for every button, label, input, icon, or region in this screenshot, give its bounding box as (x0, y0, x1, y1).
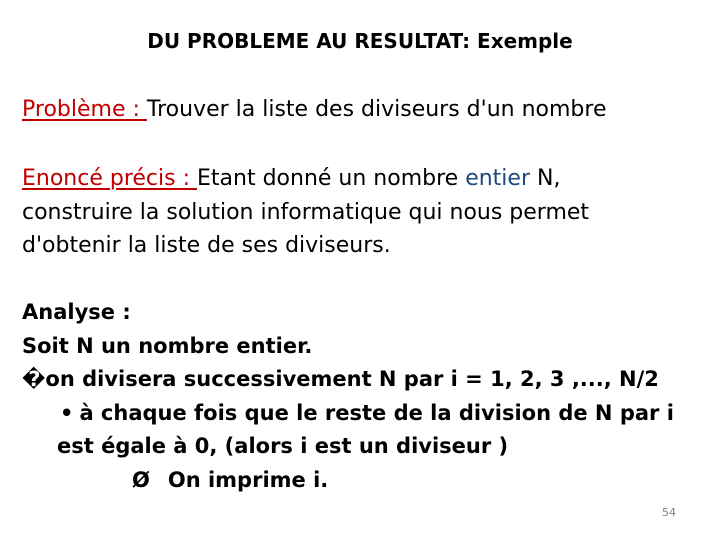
slide-title: DU PROBLEME AU RESULTAT: Exemple (147, 29, 573, 53)
analyse-step (22, 363, 659, 395)
analyse-condition-1 (60, 397, 674, 429)
step-marker-icon: � (22, 367, 46, 391)
analyse-condition-text-1: à chaque fois que le reste de la division de N par i (79, 401, 674, 425)
probleme-line (22, 94, 606, 126)
analyse-result (132, 464, 328, 496)
probleme-text: Trouver la liste des diviseurs d'un nombre (146, 97, 607, 122)
probleme-label: Problème : (22, 97, 147, 122)
enonce-text-a: Etant donné un nombre (197, 166, 466, 191)
enonce-label: Enoncé précis : (22, 166, 198, 191)
analyse-line-1: Soit N un nombre entier. (22, 334, 313, 358)
arrow-icon: Ø (132, 468, 150, 492)
analyse-result-text: On imprime i. (167, 468, 329, 492)
analyse-condition-2: est égale à 0, (alors i est un diviseur ) (57, 434, 509, 458)
enonce-line-2: construire la solution informatique qui nous permet (22, 200, 590, 225)
enonce-line-3: d'obtenir la liste de ses diviseurs. (22, 233, 391, 258)
enonce-text-entier: entier (465, 166, 530, 191)
bullet-icon: • (60, 401, 74, 425)
page-number: 54 (662, 506, 676, 519)
enonce-line-1 (22, 163, 560, 195)
analyse-step-text: on divisera successivement N par i = 1, 2, 3 ,..., N/2 (45, 367, 659, 391)
analyse-heading: Analyse : (22, 300, 131, 324)
enonce-text-b: N, (530, 166, 561, 191)
